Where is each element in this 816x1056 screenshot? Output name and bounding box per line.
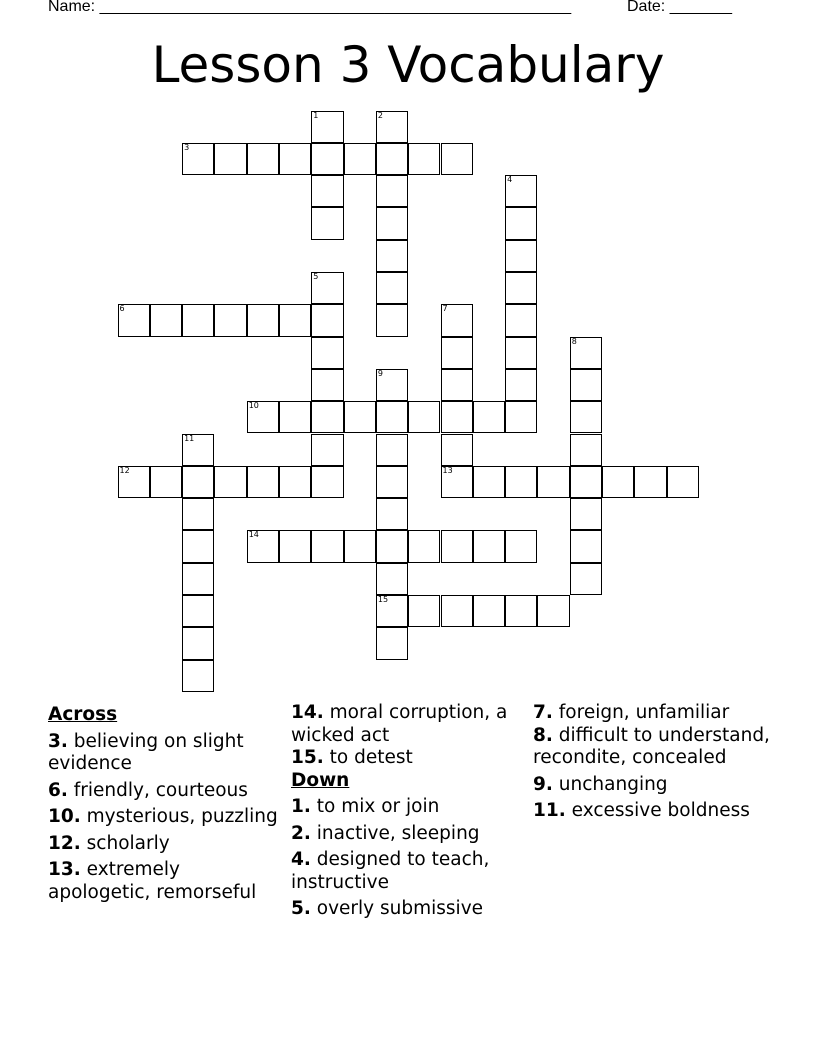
crossword-cell[interactable]: [182, 466, 214, 498]
clue-text: to mix or join: [310, 796, 440, 817]
clue-down-9: [533, 774, 773, 797]
crossword-cell[interactable]: [376, 304, 408, 336]
clue-number: 3.: [48, 730, 68, 752]
crossword-cell[interactable]: [376, 369, 408, 401]
crossword-cell[interactable]: [408, 143, 440, 175]
crossword-cell[interactable]: [279, 466, 311, 498]
crossword-cell[interactable]: [311, 434, 343, 466]
crossword-cell[interactable]: [311, 369, 343, 401]
clue-number: 12.: [48, 832, 81, 854]
clue-number: 14.: [291, 702, 324, 723]
clue-number: 2.: [291, 822, 311, 844]
clue-text: mysterious, puzzling: [80, 806, 278, 827]
clue-text: foreign, unfamiliar: [552, 702, 730, 723]
crossword-cell[interactable]: [505, 595, 537, 627]
crossword-cell[interactable]: [441, 143, 473, 175]
clue-number: 13.: [48, 859, 81, 880]
clue-down-5: [291, 898, 523, 921]
crossword-cell[interactable]: [214, 304, 246, 336]
page-title: Lesson 3 Vocabulary: [151, 36, 665, 94]
date-line[interactable]: Date: _______: [627, 0, 732, 15]
crossword-cell[interactable]: [570, 434, 602, 466]
crossword-cell[interactable]: [118, 466, 150, 498]
clue-text: moral corruption, a wicked act: [291, 702, 508, 746]
crossword-cell[interactable]: [344, 401, 376, 433]
crossword-cell[interactable]: [150, 466, 182, 498]
clue-down-7: [533, 702, 773, 725]
crossword-cell[interactable]: [182, 498, 214, 530]
crossword-cell[interactable]: [279, 530, 311, 562]
clue-number: 6.: [48, 779, 68, 801]
crossword-cell[interactable]: [441, 434, 473, 466]
crossword-cell[interactable]: [311, 337, 343, 369]
crossword-cell[interactable]: [311, 175, 343, 207]
crossword-cell[interactable]: [505, 175, 537, 207]
crossword-cell[interactable]: [408, 530, 440, 562]
crossword-cell[interactable]: [376, 498, 408, 530]
crossword-cell[interactable]: [182, 563, 214, 595]
clue-number: 11.: [533, 800, 566, 821]
crossword-cell[interactable]: [376, 207, 408, 239]
cell-number: 11: [184, 433, 195, 443]
crossword-cell[interactable]: [376, 563, 408, 595]
crossword-cell[interactable]: [505, 337, 537, 369]
crossword-cell[interactable]: [182, 143, 214, 175]
crossword-cell[interactable]: [408, 595, 440, 627]
crossword-cell[interactable]: [182, 304, 214, 336]
crossword-cell[interactable]: [505, 530, 537, 562]
clue-number: 7.: [533, 702, 553, 723]
clue-across-12: [48, 833, 286, 856]
crossword-cell[interactable]: [247, 530, 279, 562]
crossword-cell[interactable]: [570, 530, 602, 562]
crossword-cell[interactable]: [570, 401, 602, 433]
clue-down-11: [533, 800, 773, 823]
crossword-cell[interactable]: [214, 143, 246, 175]
clue-text: extremely apologetic, remorseful: [48, 859, 257, 903]
crossword-cell[interactable]: [570, 337, 602, 369]
crossword-cell[interactable]: [441, 530, 473, 562]
crossword-cell[interactable]: [311, 143, 343, 175]
cell-number: 8: [571, 336, 577, 346]
crossword-cell[interactable]: [118, 304, 150, 336]
crossword-cell[interactable]: [570, 369, 602, 401]
clue-down-8: [533, 725, 773, 770]
crossword-cell[interactable]: [505, 207, 537, 239]
crossword-cell[interactable]: [376, 272, 408, 304]
clue-text: excessive boldness: [565, 800, 750, 821]
cell-number: 9: [377, 368, 383, 378]
crossword-cell[interactable]: [473, 466, 505, 498]
crossword-cell[interactable]: [408, 401, 440, 433]
crossword-cell[interactable]: [279, 143, 311, 175]
crossword-cell[interactable]: [247, 401, 279, 433]
clue-text: inactive, sleeping: [310, 822, 480, 844]
crossword-cell[interactable]: [570, 498, 602, 530]
clue-text: overly submissive: [310, 898, 484, 919]
clue-number: 8.: [533, 724, 553, 746]
crossword-cell[interactable]: [182, 627, 214, 659]
crossword-cell[interactable]: [441, 466, 473, 498]
crossword-cell[interactable]: [376, 175, 408, 207]
crossword-cell[interactable]: [505, 272, 537, 304]
clue-across-10: [48, 806, 286, 829]
crossword-cell[interactable]: [279, 401, 311, 433]
clue-number: 4.: [291, 849, 311, 870]
cell-number: 10: [248, 401, 259, 411]
crossword-cell[interactable]: [376, 111, 408, 143]
crossword-cell[interactable]: [376, 595, 408, 627]
crossword-cell[interactable]: [182, 660, 214, 692]
cell-number: 7: [442, 304, 448, 314]
crossword-cell[interactable]: [376, 143, 408, 175]
crossword-cell[interactable]: [376, 434, 408, 466]
clue-text: to detest: [323, 747, 413, 768]
crossword-cell[interactable]: [376, 466, 408, 498]
crossword-cell[interactable]: [667, 466, 699, 498]
crossword-cell[interactable]: [602, 466, 634, 498]
crossword-cell[interactable]: [505, 466, 537, 498]
crossword-cell[interactable]: [570, 466, 602, 498]
crossword-cell[interactable]: [247, 466, 279, 498]
crossword-cell[interactable]: [376, 627, 408, 659]
crossword-cell[interactable]: [376, 240, 408, 272]
crossword-cell[interactable]: [150, 304, 182, 336]
clue-column-3: [533, 702, 773, 827]
clue-number: 9.: [533, 773, 553, 795]
clue-down-4: [291, 849, 523, 894]
cell-number: 4: [507, 175, 513, 185]
cell-number: 12: [119, 465, 130, 475]
name-line[interactable]: Name: _____________________________________________________: [48, 0, 572, 15]
crossword-cell[interactable]: [505, 369, 537, 401]
crossword-cell[interactable]: [505, 240, 537, 272]
crossword-cell[interactable]: [441, 369, 473, 401]
crossword-cell[interactable]: [441, 595, 473, 627]
crossword-cell[interactable]: [311, 207, 343, 239]
crossword-cell[interactable]: [441, 304, 473, 336]
cell-number: 15: [377, 595, 389, 604]
crossword-cell[interactable]: [311, 111, 343, 143]
clue-text: scholarly: [80, 832, 170, 854]
crossword-cell[interactable]: [441, 401, 473, 433]
clue-across-6: [48, 780, 286, 803]
crossword-cell[interactable]: [634, 466, 666, 498]
down-heading: Down: [291, 769, 350, 791]
clue-across-15: [291, 747, 523, 770]
cell-number: 2: [377, 110, 383, 120]
crossword-cell[interactable]: [537, 595, 569, 627]
crossword-cell[interactable]: [376, 530, 408, 562]
clue-number: 15.: [291, 747, 324, 768]
crossword-cell[interactable]: [473, 530, 505, 562]
crossword-cell[interactable]: [279, 304, 311, 336]
cell-number: 13: [442, 465, 453, 475]
crossword-cell[interactable]: [182, 530, 214, 562]
crossword-cell[interactable]: [537, 466, 569, 498]
crossword-cell[interactable]: [182, 595, 214, 627]
crossword-cell[interactable]: [311, 304, 343, 336]
crossword-cell[interactable]: [344, 143, 376, 175]
crossword-cell[interactable]: [473, 595, 505, 627]
crossword-cell[interactable]: [441, 337, 473, 369]
crossword-cell[interactable]: [214, 466, 246, 498]
across-heading: Across: [48, 704, 118, 725]
clue-number: 10.: [48, 806, 81, 827]
crossword-cell[interactable]: [505, 304, 537, 336]
clue-column-1: [48, 702, 286, 908]
crossword-cell[interactable]: [505, 401, 537, 433]
clue-across-14: [291, 702, 523, 747]
crossword-cell[interactable]: [247, 304, 279, 336]
crossword-cell[interactable]: [311, 530, 343, 562]
clue-number: 5.: [291, 898, 311, 919]
clue-across-3: [48, 731, 286, 776]
crossword-cell[interactable]: [311, 466, 343, 498]
cell-number: 3: [184, 142, 190, 152]
clue-text: friendly, courteous: [67, 779, 248, 801]
cell-number: 1: [313, 110, 319, 120]
clue-column-2: [291, 702, 523, 925]
crossword-cell[interactable]: [376, 401, 408, 433]
clue-text: designed to teach, instructive: [291, 849, 490, 893]
cell-number: 6: [119, 304, 125, 314]
clue-text: believing on slight evidence: [48, 730, 244, 774]
clue-across-13: [48, 859, 286, 904]
crossword-cell[interactable]: [311, 401, 343, 433]
clue-down-1: [291, 796, 523, 819]
clue-text: unchanging: [552, 773, 668, 795]
crossword-cell[interactable]: [311, 272, 343, 304]
crossword-cell[interactable]: [570, 563, 602, 595]
cell-number: 5: [313, 272, 319, 281]
crossword-cell[interactable]: [473, 401, 505, 433]
clue-number: 1.: [291, 796, 311, 817]
crossword-cell[interactable]: [182, 434, 214, 466]
crossword-cell[interactable]: [344, 530, 376, 562]
cell-number: 14: [248, 530, 259, 540]
clue-down-2: [291, 823, 523, 846]
clue-text: difficult to understand, recondite, concealed: [533, 724, 770, 768]
crossword-cell[interactable]: [247, 143, 279, 175]
